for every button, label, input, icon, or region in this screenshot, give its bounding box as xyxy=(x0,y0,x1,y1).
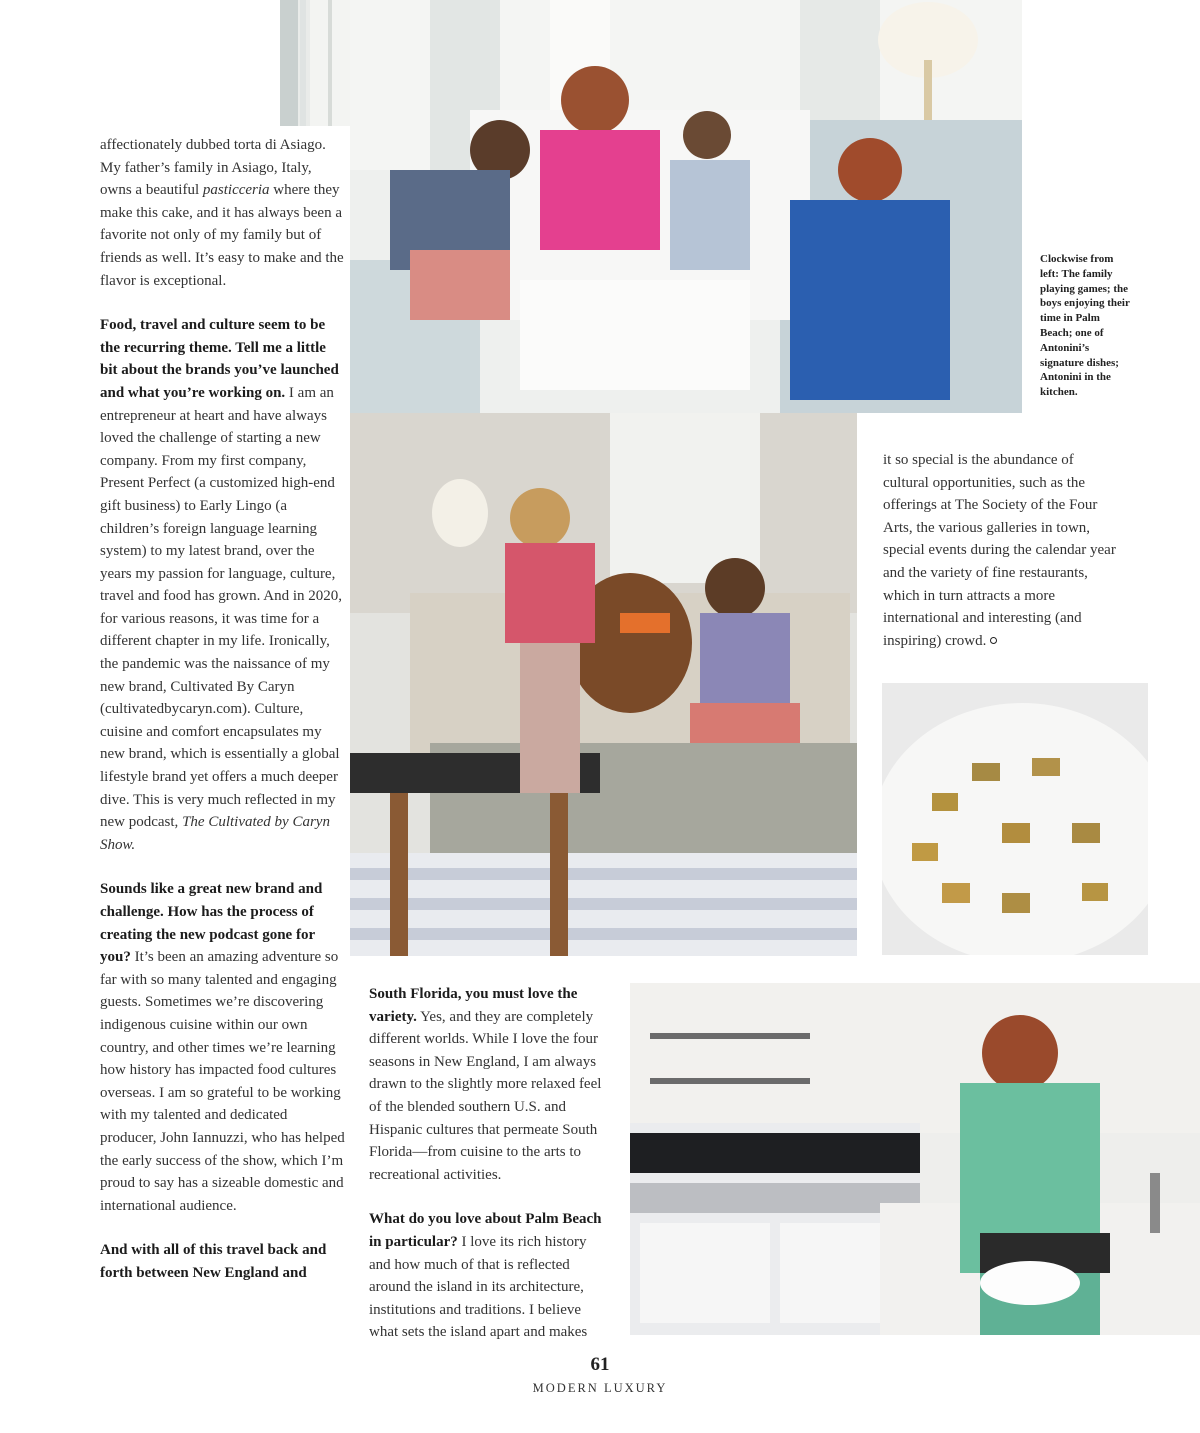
signature-dish-photo xyxy=(882,683,1148,955)
paragraph: Sounds like a great new brand and challenge. How has the process of creating the new podcast gone for you? It’s been an amazing adventure so far with so many talented and engaging guests. Sometimes we’re discovering indigenous cuisine within our own country, and other times we’re learning how history has impacted food cultures overseas. I am so grateful to be working with my talented and dedicated producer, John Iannuzzi, who has helped the early success of the show, which I’m proud to say has a sizeable domestic and international audience. xyxy=(100,881,345,1214)
page-number: 61 xyxy=(590,1354,610,1375)
paragraph: affectionately dubbed torta di Asiago. My father’s family in Asiago, Italy, owns a beautiful pasticceria where they make this cake, and it has always been a favorite not only of my family but of friends as well. It’s easy to make and the flavor is exceptional. xyxy=(100,137,344,289)
end-of-article-icon xyxy=(990,637,997,644)
paragraph: Food, travel and culture seem to be the recurring theme. Tell me a little bit about the brands you’ve launched and what you’re working on. I am an entrepreneur at heart and have always loved the challenge of starting a new company. From my first company, Present Perfect (a customized high-end gift business) to Early Lingo (a children’s foreign language learning system) to my latest brand, over the years my passion for language, culture, travel and food has grown. And in 2020, for various reasons, it was time for a different chapter in my life. Ironically, the pandemic was the naissance of my new brand, Cultivated By Caryn (cultivatedbycaryn.com). Culture, cuisine and comfort encapsulates my new brand, which is essentially a global lifestyle brand yet offers a much deeper dive. This is very much reflected in my new podcast, The Cultivated by Caryn Show. xyxy=(100,317,343,853)
interview-question: And with all of this travel back and forth between New England and xyxy=(100,1242,327,1281)
left-text-column xyxy=(100,134,346,1307)
interview-question: Sounds like a great new brand and challenge. How has the process of creating the new podcast gone for you? xyxy=(100,881,323,966)
photo-caption: Clockwise from left: The family playing games; the boys enjoying their time in Palm Beach; one of Antonini’s signature dishes; Antonini in the kitchen. xyxy=(1040,253,1130,399)
interview-question: South Florida, you must love the variety. xyxy=(369,986,578,1025)
paragraph: it so special is the abundance of cultural opportunities, such as the offerings at The Society of the Four Arts, the various galleries in town, special events during the calendar year and the variety of fine restaurants, which in turn attracts a more international and interesting (and inspiring) crowd. xyxy=(883,452,1116,649)
boys-living-room-photo xyxy=(350,413,857,956)
paragraph: South Florida, you must love the variety. Yes, and they are completely different worlds. While I love the four seasons in New England, I am always drawn to the slightly more relaxed feel of the blended southern U.S. and Hispanic cultures that permeate South Florida—from cuisine to the arts to recreational activities. xyxy=(369,986,602,1183)
paragraph xyxy=(100,1239,346,1284)
family-games-photo xyxy=(350,0,1022,413)
right-text-column xyxy=(883,449,1123,674)
magazine-name: MODERN LUXURY xyxy=(532,1381,668,1395)
middle-text-column xyxy=(369,983,609,1366)
paragraph: What do you love about Palm Beach in particular? I love its rich history and how much of that is reflected around the island in its architecture, institutions and traditions. I believe what sets the island apart and makes xyxy=(369,1211,602,1341)
kitchen-photo xyxy=(630,983,1200,1335)
interview-question: What do you love about Palm Beach in particular? xyxy=(369,1211,602,1250)
interview-question: Food, travel and culture seem to be the recurring theme. Tell me a little bit about the brands you’ve launched and what you’re working on. xyxy=(100,317,339,401)
top-window-photo xyxy=(280,0,350,126)
